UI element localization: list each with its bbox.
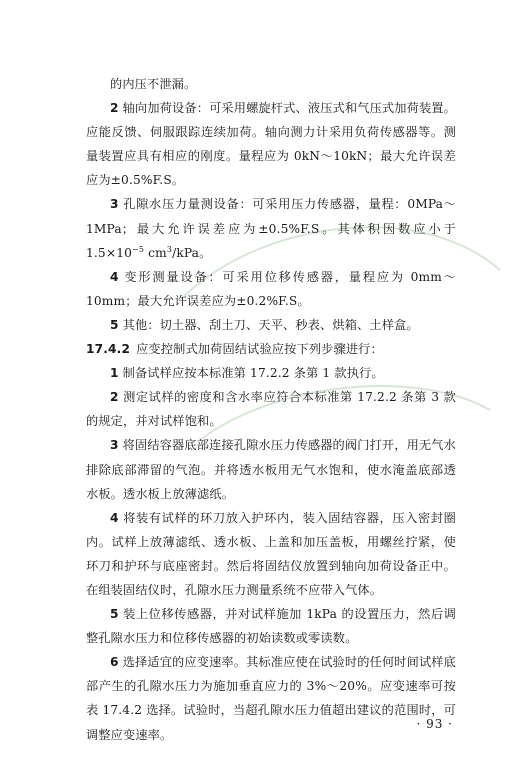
item-4 [86,265,456,313]
section-17-4-2 [86,337,456,361]
step-5 [86,602,456,650]
unit-text: /kPa。 [172,245,212,260]
exponent: 3 [166,244,173,254]
page-number: · 93 · [416,717,453,731]
step-number: 2 [110,390,119,405]
step-1 [86,361,456,385]
step-text: 选择适宜的应变速率。其标准应使在试验时的任何时间试样底部产生的孔隙水压力为施加垂直应力的 3%～20%。应变速率可按表 17.4.2 选择。试验时，当超孔隙水压力值超出建议的范围时，可调整应变速率。 [86,655,456,742]
item-5 [86,313,456,337]
step-4 [86,506,456,602]
step-6 [86,650,456,746]
item-text: 孔隙水压力量测设备：可采用压力传感器，量程：0MPa～1MPa；最大允许误差应为±0.5%F.S。其体积因数应小于 1.5×10 [86,197,456,260]
item-text: 变形测量设备：可采用位移传感器，量程应为 0mm～10mm；最大允许误差应为±0.2%F.S。 [86,269,456,308]
item-3 [86,192,456,264]
step-text: 将固结容器底部连接孔隙水压力传感器的阀门打开，用无气水排除底部滞留的气泡。并将透水板用无气水饱和，使水淹盖底部透水板。透水板上放薄滤纸。 [86,438,456,501]
step-3 [86,433,456,505]
step-text: 测定试样的密度和含水率应符合本标准第 17.2.2 条第 3 款的规定，并对试样饱和。 [86,390,456,429]
step-number: 5 [110,607,119,622]
step-2 [86,385,456,433]
step-text: 将装有试样的环刀放入护环内，装入固结容器，压入密封圈内。试样上放薄滤纸、透水板、上盖和加压盖板，用螺丝拧紧，使环刀和护环与底座密封。然后将固结仪放置到轴向加荷设备正中。在组装固结仪时，孔隙水压力测量系统不应带入气体。 [86,510,456,597]
step-text: 制备试样应按本标准第 17.2.2 条第 1 款执行。 [122,366,384,381]
text-line: 的内压不泄漏。 [110,77,197,91]
item-text: 其他：切土器、刮土刀、天平、秒表、烘箱、土样盒。 [122,317,419,332]
unit-text: cm [144,245,167,260]
step-number: 1 [110,366,119,381]
document-body [86,72,456,747]
item-number: 5 [110,317,119,332]
item-number: 4 [110,269,119,284]
item-text: 轴向加荷设备：可采用螺旋杆式、液压式和气压式加荷装置。应能反馈、伺服跟踪连续加荷。轴向测力计采用负荷传感器等。测量装置应具有相应的刚度。量程应为 0kN～10kN；最大允许误差应为±0.5%F.S。 [86,101,456,188]
exponent: −5 [132,244,145,254]
step-number: 4 [110,510,119,525]
step-text: 装上位移传感器，并对试样施加 1kPa 的设置压力，然后调整孔隙水压力和位移传感器的初始读数或零读数。 [86,607,456,646]
item-2 [86,96,456,192]
step-number: 6 [110,655,119,670]
section-text: 应变控制式加荷固结试验应按下列步骤进行： [136,342,383,357]
item-number: 3 [110,197,119,212]
section-number: 17.4.2 [86,342,131,357]
item-number: 2 [110,101,119,116]
step-number: 3 [110,438,119,453]
